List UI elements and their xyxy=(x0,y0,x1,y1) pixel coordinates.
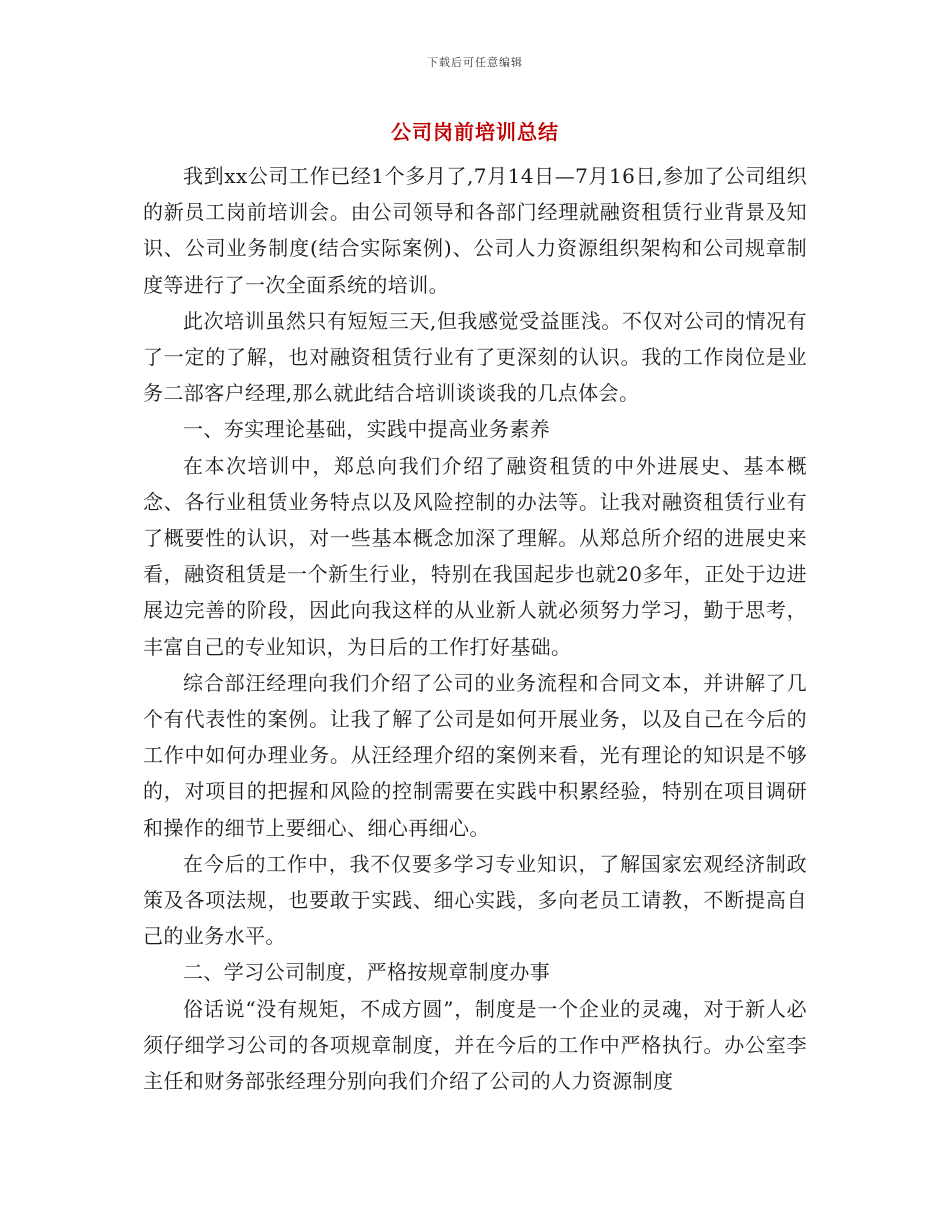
section-heading-2: 二、学习公司制度，严格按规章制度办事 xyxy=(183,960,551,985)
paragraph-theory: 在本次培训中，郑总向我们介绍了融资租赁的中外进展史、基本概念、各行业租赁业务特点以及风险控制的办法等。让我对融资租赁行业有了概要性的认识，对一些基本概念加深了理解。从郑总所介绍的进展史来看，融资租赁是一个新生行业，特别在我国起步也就20多年，正处于边进展边完善的阶段，因此向我这样的从业新人就必须努力学习，勤于思考，丰富自己的专业知识，为日后的工作打好基础。 xyxy=(143,453,807,659)
paragraph-future-work: 在今后的工作中，我不仅要多学习专业知识，了解国家宏观经济制政策及各项法规，也要敢于实践、细心实践，多向老员工请教，不断提高自己的业务水平。 xyxy=(143,851,807,949)
section-heading-1: 一、夯实理论基础，实践中提高业务素养 xyxy=(183,417,551,442)
header-note: 下载后可任意编辑 xyxy=(427,56,523,69)
paragraph-intro: 我到xx公司工作已经1个多月了,7月14日—7月16日,参加了公司组织的新员工岗前培训会。由公司领导和各部门经理就融资租赁行业背景及知识、公司业务制度(结合实际案例)、公司人力资源组织架构和公司规章制度等进行了一次全面系统的培训。 xyxy=(143,164,807,297)
document-body xyxy=(143,158,807,1099)
paragraph-rules: 俗话说“没有规矩，不成方圆”，制度是一个企业的灵魂，对于新人必须仔细学习公司的各项规章制度，并在今后的工作中严格执行。办公室李主任和财务部张经理分别向我们介绍了公司的人力资源制度 xyxy=(143,996,807,1094)
paragraph-impression: 此次培训虽然只有短短三天,但我感觉受益匪浅。不仅对公司的情况有了一定的了解，也对融资租赁行业有了更深刻的认识。我的工作岗位是业务二部客户经理,那么就此结合培训谈谈我的几点体会。 xyxy=(143,308,807,406)
document-title: 公司岗前培训总结 xyxy=(391,120,559,144)
paragraph-process: 综合部汪经理向我们介绍了公司的业务流程和合同文本，并讲解了几个有代表性的案例。让我了解了公司是如何开展业务，以及自己在今后的工作中如何办理业务。从汪经理介绍的案例来看，光有理论的知识是不够的，对项目的把握和风险的控制需要在实践中积累经验，特别在项目调研和操作的细节上要细心、细心再细心。 xyxy=(143,670,807,840)
